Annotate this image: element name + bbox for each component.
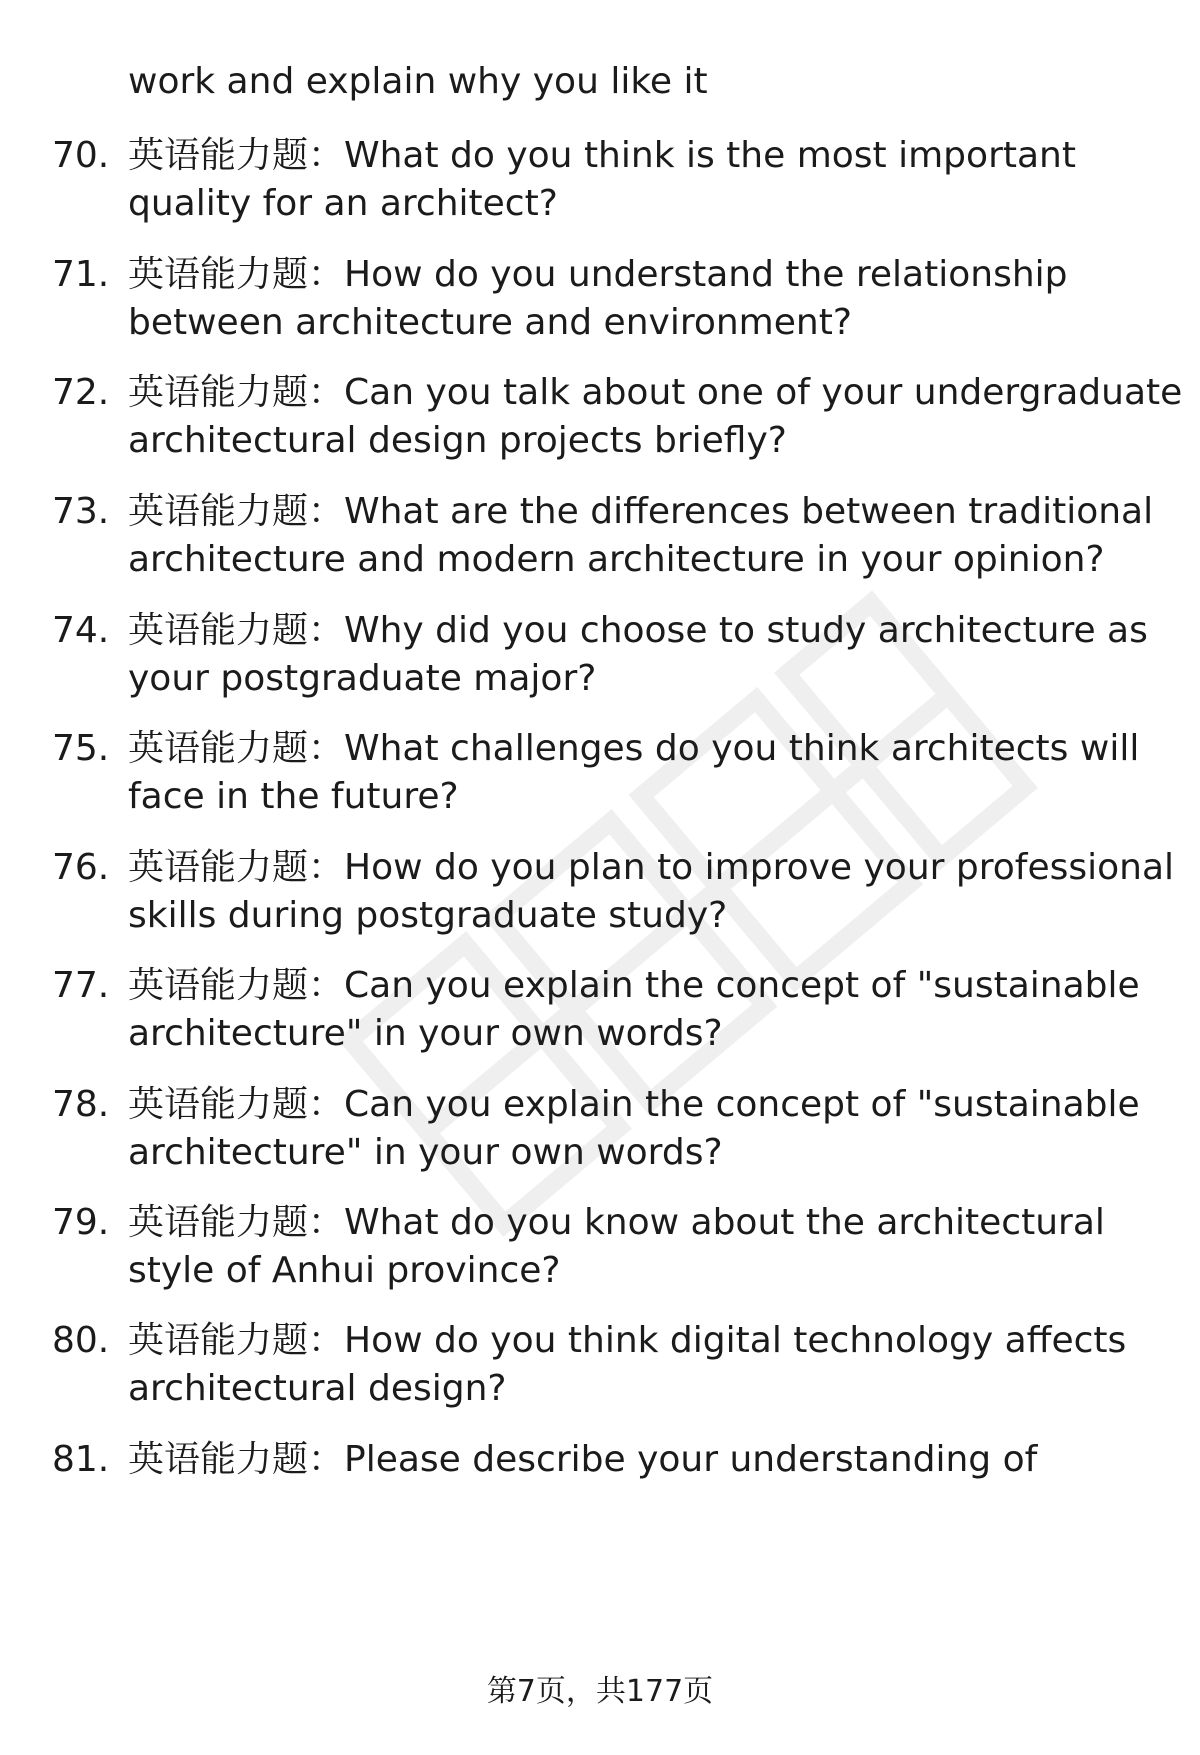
question-text-line: 英语能力题：Can you explain the concept of "sustainable: [128, 1084, 1140, 1125]
question-text: [128, 1081, 1158, 1177]
question-number: 81.: [52, 1439, 110, 1480]
question-text-line: 英语能力题：Can you talk about one of your undergraduate: [128, 372, 1183, 413]
question-number: 75.: [52, 728, 110, 769]
question-text-line: 英语能力题：Can you explain the concept of "sustainable: [128, 965, 1140, 1006]
page-footer: 第7页，共177页: [486, 1674, 714, 1709]
question-text-line: architecture" in your own words?: [128, 1013, 723, 1054]
question-text: [128, 369, 1183, 465]
continuation-text: work and explain why you like it: [128, 61, 708, 102]
question-text-line: quality for an architect?: [128, 183, 558, 224]
question-number: 73.: [52, 491, 110, 532]
question-text-line: architectural design projects briefly?: [128, 420, 787, 461]
question-text: [128, 1317, 1158, 1413]
question-text-line: architecture" in your own words?: [128, 1132, 723, 1173]
question-text-line: 英语能力题：How do you think digital technology affects: [128, 1320, 1127, 1361]
question-text-line: 英语能力题：What challenges do you think architects will: [128, 728, 1140, 769]
question-number: 72.: [52, 372, 110, 413]
question-number: 76.: [52, 847, 110, 888]
question-text: [128, 844, 1175, 940]
question-number: 77.: [52, 965, 110, 1006]
question-text-line: your postgraduate major?: [128, 658, 597, 699]
question-number: 80.: [52, 1320, 110, 1361]
question-number: 74.: [52, 610, 110, 651]
question-text: [128, 251, 1158, 347]
question-text-line: 英语能力题：How do you understand the relationship: [128, 254, 1068, 295]
question-text: [128, 1199, 1158, 1295]
question-text: [128, 725, 1158, 821]
question-number: 78.: [52, 1084, 110, 1125]
question-text-line: face in the future?: [128, 776, 459, 817]
question-text-line: style of Anhui province?: [128, 1250, 561, 1291]
question-text-line: 英语能力题：Why did you choose to study architecture as: [128, 610, 1148, 651]
question-text-line: 英语能力题：What do you know about the architectural: [128, 1202, 1105, 1243]
question-text-line: 英语能力题：Please describe your understanding of: [128, 1439, 1038, 1480]
question-text: [128, 962, 1158, 1058]
question-number: 71.: [52, 254, 110, 295]
question-text: [128, 607, 1158, 703]
question-text-line: 英语能力题：How do you plan to improve your professional: [128, 847, 1175, 888]
question-text-line: architectural design?: [128, 1368, 507, 1409]
question-text-line: 英语能力题：What are the differences between traditional: [128, 491, 1154, 532]
question-text-line: architecture and modern architecture in your opinion?: [128, 539, 1105, 580]
question-text: [128, 488, 1158, 584]
question-text: [128, 132, 1158, 228]
question-number: 79.: [52, 1202, 110, 1243]
question-text-line: 英语能力题：What do you think is the most important: [128, 135, 1076, 176]
question-text: [128, 1436, 1158, 1484]
question-number: 70.: [52, 135, 110, 176]
question-text-line: between architecture and environment?: [128, 302, 852, 343]
question-text-line: skills during postgraduate study?: [128, 895, 728, 936]
